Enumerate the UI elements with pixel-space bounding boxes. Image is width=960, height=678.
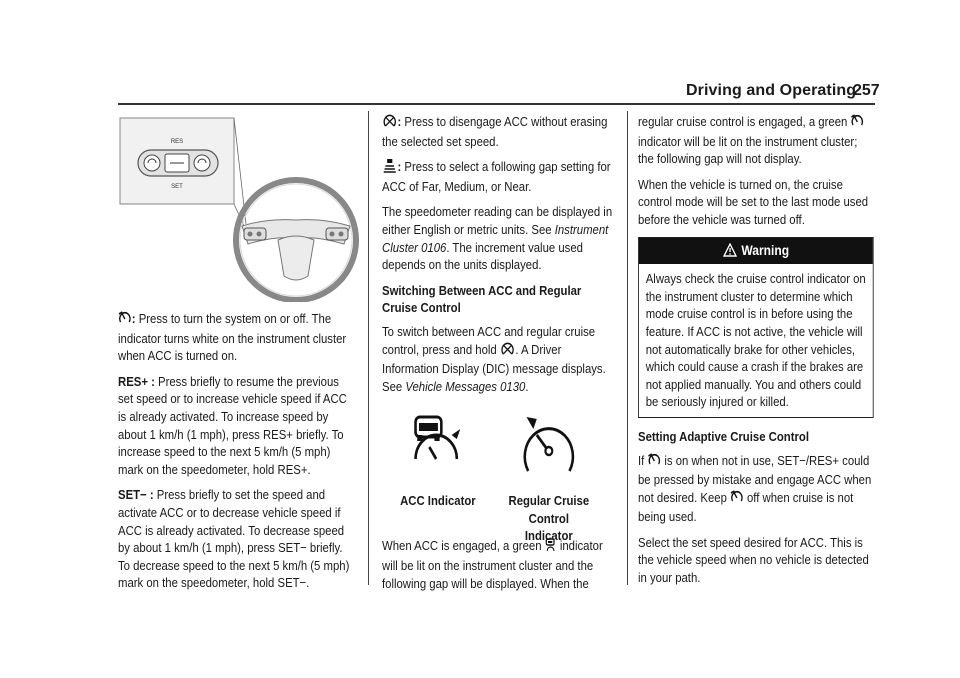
inset-res-label: RES [170,139,184,145]
cruise-on-off-icon [648,453,660,472]
cancel-text: Press to disengage ACC without erasing the selected set speed. [382,114,608,149]
regular-cruise-text-b: indicator will be lit on the instrument cluster; the following gap will not display. [638,133,858,167]
warning-title: Warning [741,241,790,258]
cancel-paragraph [382,113,614,150]
setting-acc-text-b: is on when not in use, SET−/RES+ could be pressed by mistake and engage ACC when not desired. Keep [638,452,872,505]
switching-paragraph [382,323,614,395]
switching-subhead: Switching Between ACC and Regular Cruise Control [382,282,582,316]
page-ref-arrow: 0 [421,239,428,255]
acc-engaged-text-b: indicator will be lit on the instrument cluster and the following gap will be displayed. When the [382,538,603,591]
set-minus-text: Press briefly to set the speed and activate ACC or to decrease vehicle speed if ACC is already activated. To decrease speed by about 1 km/h (1 mph), press SET− briefly. To decrease speed to the next 5 km/h (5 mph) mark on the speedometer, hold SET−. [118,487,350,591]
column-2 [382,113,614,600]
cruise-indicator-caption-2: Indicator [524,528,573,544]
indicator-figures [382,403,614,544]
gap-sep: : [397,159,402,175]
regular-cruise-paragraph [638,113,874,168]
res-plus-sep: : [147,373,155,389]
warning-header [639,238,873,265]
speedometer-text-a: The speedometer reading can be displayed in either English or metric units. See [382,204,613,237]
cruise-on-off-paragraph [118,310,353,365]
switching-text-a: To switch between ACC and regular cruise control, press and hold [382,323,596,357]
steering-wheel-figure [118,116,362,302]
inset-cruise-button [194,155,210,171]
cruise-indicator-figure [489,415,609,544]
cruise-on-off-text: Press to turn the system on or off. The indicator turns white on the instrument cluster when ACC is turned on. [118,311,347,364]
gap-setting-icon [383,159,397,178]
vehicle-messages-page[interactable]: 130 [506,378,526,394]
cruise-on-off-icon [119,311,131,330]
inset-set-label: SET [171,184,183,190]
cancel-icon [501,342,515,361]
res-plus-paragraph [118,373,353,479]
speedometer-text-b: . The increment value used depends on the units displayed. [382,239,583,273]
cruise-indicator-caption-1: Regular Cruise Control [508,492,590,526]
set-minus-sep: : [146,487,154,503]
column-divider-2 [627,111,628,585]
cruise-indicator-icon [851,114,863,133]
cruise-on-off-sep: : [131,311,136,326]
switching-text-b: . A Driver Information Display (DIC) message displays. See [382,341,606,394]
cancel-sep: : [397,114,402,129]
speedometer-paragraph [382,203,614,273]
acc-engaged-text-a: When ACC is engaged, a green [382,538,545,554]
instrument-cluster-link[interactable]: Instrument Cluster [382,221,609,255]
res-plus-text: Press briefly to resume the previous set speed or to increase vehicle speed if ACC is already activated. To increase speed by about 1 km/h (1 mph), press RES+ briefly. To increase speed to the next 5 km/h (5 mph) mark on the speedometer, hold RES+. [118,373,347,477]
page-number: 257 [853,82,880,99]
set-speed-paragraph: Select the set speed desired for ACC. This is the vehicle speed when no vehicle is detected in your path. [638,534,869,586]
running-header-title: Driving and Operating [686,82,857,99]
gap-paragraph [382,158,614,195]
column-divider-1 [368,111,369,585]
header-rule [118,103,875,105]
cruise-indicator-icon [514,415,583,475]
column-1 [118,310,353,600]
set-minus-label: SET− [118,487,147,503]
res-plus-label: RES+ [118,373,148,389]
set-minus-paragraph [118,486,353,592]
setting-acc-subhead: Setting Adaptive Cruise Control [638,428,809,444]
cruise-on-off-icon [731,490,743,509]
last-mode-paragraph: When the vehicle is turned on, the cruise control mode will be set to the last mode used before the vehicle was turned off. [638,176,869,227]
cancel-icon [383,114,397,133]
acc-indicator-figure [391,415,486,509]
acc-indicator-icon [404,415,473,475]
acc-engaged-paragraph [382,537,614,592]
warning-text: Always check the cruise control indicator on the instrument cluster to determine which mode cruise control is in before using the feature. If ACC is not active, the vehicle will not automatically brake for other vehicles, which could cause a crash if the brakes are not applied manually. You and others could be seriously injured or killed. [645,271,866,410]
setting-acc-text-a: If [638,452,648,468]
acc-indicator-caption: ACC Indicator [400,492,476,508]
instrument-cluster-page[interactable]: 106 [427,239,447,255]
column-3 [638,113,874,595]
setting-acc-text-c: off when cruise is not being used. [638,489,854,525]
gap-text: Press to select a following gap setting for ACC of Far, Medium, or Near. [382,159,611,194]
switching-text-c: . [525,378,529,394]
vehicle-messages-link[interactable]: Vehicle Messages [405,378,497,394]
warning-box [638,237,874,418]
page-ref-arrow: 0 [500,378,507,394]
warning-triangle-icon [723,243,737,262]
regular-cruise-text-a: regular cruise control is engaged, a green [638,114,851,129]
inset-cancel-button [144,155,160,171]
setting-acc-paragraph [638,452,874,526]
